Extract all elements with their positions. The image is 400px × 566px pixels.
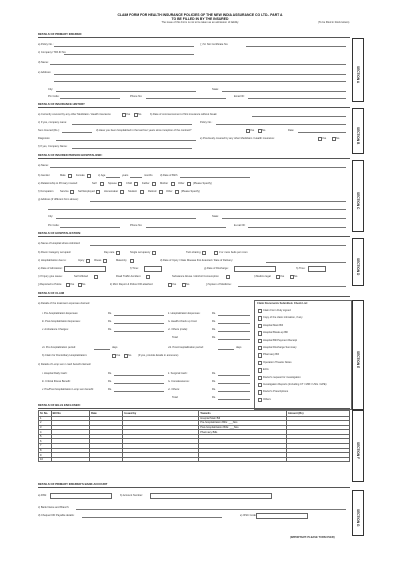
hosp-amount[interactable]	[218, 315, 250, 316]
room-daycare-label: Day care	[104, 251, 115, 254]
policy-field-b[interactable]	[216, 124, 346, 125]
pre-period-field[interactable]	[94, 349, 110, 350]
form-note: (To be filled in block letters)	[318, 21, 350, 24]
domiciliary-yes-label: Yes	[116, 354, 121, 357]
occ-service-checkbox[interactable]	[70, 190, 74, 194]
patient-name-field[interactable]	[50, 167, 346, 168]
table-cell	[199, 457, 287, 462]
previous-cover-yes-label: Yes	[322, 137, 327, 140]
patient-pin-field[interactable]	[60, 227, 120, 228]
pin-label: Pin Code:	[48, 95, 60, 98]
checklist-checkbox[interactable]	[258, 390, 262, 394]
total-rs: Rs.	[212, 336, 216, 339]
table-cell: Hospital Main Bill	[199, 416, 287, 421]
post-hosp-rs: Rs.	[108, 320, 112, 323]
bank-field[interactable]	[76, 509, 346, 510]
pre-hosp-amount[interactable]	[114, 315, 164, 316]
cert-no-label: ( ) Sl. No/ Certificate No:	[200, 43, 229, 46]
treatment-expenses-label: a) Details of the treatment expenses claimed	[38, 302, 90, 305]
rel-spouse-checkbox[interactable]	[118, 182, 122, 186]
discharge-date-field[interactable]	[234, 266, 276, 272]
checklist-item-label: Hospital Bill Payment Receipt	[263, 338, 298, 342]
occ-retired-checkbox[interactable]	[159, 190, 163, 194]
room-three-label: 3 or more beds per room	[219, 251, 248, 254]
medico-legal-yes-label: Yes	[280, 275, 285, 278]
health-check-amount[interactable]	[218, 323, 250, 324]
section-e-tag: SECTION E	[352, 300, 364, 410]
hosp-rs: Rs.	[212, 312, 216, 315]
checklist-checkbox[interactable]	[258, 309, 262, 313]
pre-hosp-rs: Rs.	[108, 312, 112, 315]
diagnosis-label: Diagnosis:	[38, 137, 51, 140]
bills-table-body	[39, 416, 350, 462]
post-period-days: days	[236, 346, 242, 349]
cheque-label: d) Cheque/ DD Payable details:	[38, 514, 75, 517]
section-d-tag: SECTION D	[352, 238, 364, 286]
reason-injury-label: Injury	[78, 259, 85, 262]
form-title: CLAIM FORM FOR HEALTH INSURANCE POLICIES OF THE NEW INDIA ASSURANCE CO LTD– PART A	[117, 13, 283, 17]
cause-substance-checkbox[interactable]	[226, 275, 230, 279]
section-e-title: DETAILS OF CLAIM	[38, 291, 350, 297]
bills-col-slno: Sl. No.	[39, 411, 52, 417]
checklist-item-label: Hospital Break-up Bill	[263, 331, 288, 335]
sum-insured-field[interactable]	[62, 132, 92, 133]
table-cell: 2	[39, 421, 52, 426]
table-cell[interactable]	[51, 457, 90, 462]
rel-self-label: Self	[92, 182, 97, 185]
bills-table	[38, 410, 350, 462]
current-cover-label: a) Currently covered by any other Mediclaim / Health insurance:	[38, 113, 112, 116]
rel-self-checkbox[interactable]	[100, 182, 104, 186]
surgical-label: ii. Surgical Cash:	[168, 372, 188, 375]
conval-rs: Rs.	[212, 380, 216, 383]
reason-maternity-checkbox[interactable]	[130, 259, 134, 263]
checklist-item-label: Operation Theatre Notes	[263, 360, 292, 364]
cause-rta-label: Road Traffic Accident	[116, 275, 141, 278]
domiciliary-no-label: No	[128, 354, 132, 357]
room-twin-label: Twin sharing	[186, 251, 201, 254]
patient-address-field-1[interactable]	[90, 201, 346, 202]
turn-over-note: (IMPORTANT: PLEASE TURN OVER)	[290, 536, 335, 539]
rel-mother-label: Mother	[160, 182, 169, 185]
checklist-item-label: Claim Form Duly signed	[263, 309, 291, 312]
total2-label: Total:	[172, 396, 179, 399]
occ-student-checkbox[interactable]	[140, 190, 144, 194]
address-field-2[interactable]	[54, 81, 346, 82]
checklist-item-label: ECG	[263, 368, 269, 372]
room-three-checkbox[interactable]	[214, 251, 218, 255]
relationship-label: e) Relationship to Primary insured:	[38, 182, 78, 185]
table-cell: 1	[39, 416, 52, 421]
checklist-checkbox[interactable]	[258, 346, 262, 350]
reason-illness-checkbox[interactable]	[103, 259, 107, 263]
bills-col-billno: Bill No	[51, 411, 90, 417]
checklist-item-label: Doctor's Prescriptions	[263, 390, 289, 394]
pan-label: a) PAN:	[38, 494, 47, 497]
policy-no-field[interactable]	[54, 46, 194, 47]
checklist-item-label: Copy of the claim intimation, if any	[263, 316, 303, 320]
previous-cover-no-label: No	[336, 137, 340, 140]
hospital-name-label: a) Name of Hospital where Admitted:	[38, 242, 81, 245]
hospital-name-field[interactable]	[90, 245, 346, 246]
rel-child-label: Child	[126, 182, 132, 185]
critical-rs: Rs.	[108, 380, 112, 383]
table-cell: 4	[39, 430, 52, 435]
health-check-rs: Rs.	[212, 320, 216, 323]
reason-illness-label: Illness	[94, 259, 102, 262]
dob-label: d) Date of Birth	[160, 174, 178, 177]
hospitalized-no-label: No	[262, 129, 266, 132]
pre-hosp-label: i. Pre-hospitalization Expenses:	[42, 312, 79, 315]
mlc-no-label: No	[186, 283, 190, 286]
rel-father-label: Father	[142, 182, 150, 185]
section-b-tag: SECTION B	[352, 108, 364, 154]
checklist-item-label: Doctor's request for investigation	[263, 375, 301, 379]
checklist-checkbox[interactable]	[258, 383, 262, 387]
prev-company-label: f) If yes, Company Name:	[38, 145, 68, 148]
hosp-label: ii. Hospitalization Expenses:	[168, 312, 201, 315]
medico-legal-no-label: No	[294, 275, 298, 278]
critical-label: iii. Critical Illness Benefit:	[42, 380, 71, 383]
form-subtitle: The issue of this Form is not to be taken as an admission of liability	[161, 21, 239, 24]
previous-cover-label: e) Previously covered by any other Mediclaim / Health insurance:	[200, 137, 275, 140]
others-code-amount[interactable]	[218, 331, 250, 332]
system-medicine-field[interactable]	[238, 286, 346, 287]
admission-date-field[interactable]	[64, 266, 106, 272]
total2-rs: Rs.	[212, 396, 216, 399]
state-field[interactable]	[222, 91, 346, 92]
city-label: City:	[48, 88, 54, 91]
checklist-item-label: Hospital Main Bill	[263, 323, 283, 327]
table-cell[interactable]	[90, 457, 123, 462]
section-a-title: DETAILS OF PRIMARY INSURED:	[38, 32, 350, 38]
name-label: d) Name:	[38, 61, 49, 64]
dob-field[interactable]	[180, 177, 250, 178]
occ-student-label: Student	[128, 190, 137, 193]
city-field[interactable]	[56, 91, 196, 92]
checklist-item-label: Others	[263, 397, 271, 401]
occ-homemaker-checkbox[interactable]	[120, 190, 124, 194]
admission-label: e) Date of Admission:	[38, 267, 63, 270]
ambulance-amount[interactable]	[114, 331, 164, 332]
age-months-label: months	[144, 174, 153, 177]
account-label: b) Account Number:	[120, 494, 143, 497]
room-single-checkbox[interactable]	[152, 251, 156, 255]
checklist-item-label: Pharmacy Bill	[263, 353, 279, 357]
commencement-label: b) Date of commencement of first insurance without break:	[150, 113, 218, 116]
occ-other-label: Other	[166, 190, 173, 193]
section-c-title: DETAILS OF INSURED PERSON HOSPITALIZED:	[38, 153, 350, 159]
daily-cash-label: i. Hospital Daily Cash:	[42, 372, 68, 375]
table-cell: 10	[39, 457, 52, 462]
cause-self-checkbox[interactable]	[94, 275, 98, 279]
table-cell[interactable]	[123, 457, 199, 462]
cause-rta-checkbox[interactable]	[146, 275, 150, 279]
table-cell: Post-hospitalization Bills: ___Nos	[199, 425, 287, 430]
reason-injury-checkbox[interactable]	[86, 259, 90, 263]
date-field-b[interactable]	[298, 132, 346, 133]
patient-phone-label: Phone No:	[130, 224, 143, 227]
checklist-checkbox[interactable]	[258, 339, 262, 343]
daily-cash-amount[interactable]	[114, 375, 164, 376]
police-no-label: No	[82, 283, 86, 286]
pin-field[interactable]	[60, 98, 120, 99]
table-cell: 7	[39, 444, 52, 449]
post-period-label: viii. Post-hospitalization period:	[168, 346, 204, 349]
post-period-field[interactable]	[218, 349, 234, 350]
rel-specify-label: (Please Specify)	[193, 182, 212, 185]
checklist-item-label: Investigation Reports (Including CT / MRI / USG / HPE)	[263, 383, 327, 386]
pre-period-label: vii. Pre-hospitalization period:	[42, 346, 76, 349]
table-cell: Pharmacy Bills	[199, 430, 287, 435]
section-b-title: DETAILS OF INSURANCE HISTORY	[38, 102, 350, 108]
patient-address-field-2[interactable]	[48, 209, 346, 210]
cert-no-field[interactable]	[246, 46, 346, 47]
account-field[interactable]	[150, 493, 272, 499]
health-check-label: iv. Health-Check up Cost:	[168, 320, 198, 323]
admission-time-field[interactable]	[144, 266, 162, 272]
gender-male-checkbox[interactable]	[68, 174, 72, 178]
section-f-tag: SECTION F	[352, 410, 364, 482]
state-label: State:	[212, 88, 219, 91]
age-years-label: years	[122, 174, 129, 177]
rel-other-checkbox[interactable]	[187, 182, 191, 186]
room-label: b) Room Category occupied:	[38, 251, 72, 254]
critical-amount[interactable]	[114, 383, 164, 384]
ifsc-label: e) IFSC Code:	[240, 514, 257, 517]
checklist-checkbox[interactable]	[258, 353, 262, 357]
email-field[interactable]	[248, 98, 346, 99]
table-cell: 5	[39, 434, 52, 439]
pre-period-days: days	[112, 346, 118, 349]
room-daycare-checkbox[interactable]	[116, 251, 120, 255]
address-field-1[interactable]	[54, 74, 346, 75]
others2-amount[interactable]	[218, 391, 250, 392]
patient-city-field[interactable]	[56, 218, 196, 219]
others-code-rs: Rs.	[212, 328, 216, 331]
patient-email-field[interactable]	[248, 227, 346, 228]
patient-address-label: g) Address (if different from above):	[38, 198, 79, 201]
address-label: e) Address:	[38, 71, 52, 74]
policy-label-b: Policy No.:	[200, 121, 213, 124]
checklist-title: Claim Documents Submitted- Check List:	[257, 302, 308, 305]
room-twin-checkbox[interactable]	[202, 251, 206, 255]
section-c-tag: SECTION C	[352, 160, 364, 232]
diagnosis-field[interactable]	[56, 140, 196, 141]
rel-spouse-label: Spouse	[108, 182, 117, 185]
bank-label: c) Bank Name and Branch:	[38, 506, 70, 509]
patient-state-field[interactable]	[222, 218, 346, 219]
mlc-label: ii) MLC Report & Police FIR attached	[110, 283, 153, 286]
pan-field[interactable]	[50, 493, 112, 499]
bills-col-amount: Amount (Rs)	[286, 411, 349, 417]
bills-col-date: Date	[90, 411, 123, 417]
patient-phone-field[interactable]	[146, 227, 226, 228]
age-label: c) Age	[98, 174, 106, 177]
company-name-field[interactable]	[72, 124, 192, 125]
domiciliary-label: b) Claim for Domiciliary Hospitalization:	[42, 354, 88, 357]
patient-state-label: State:	[212, 215, 219, 218]
table-cell: Pre-hospitalization Bills: ___Nos	[199, 421, 287, 426]
medico-legal-label: i) Medico legal	[254, 275, 271, 278]
bills-col-towards: Towards	[199, 411, 287, 417]
patient-email-label: E-mail ID:	[234, 224, 246, 227]
table-cell[interactable]	[286, 457, 349, 462]
total-label: Total:	[172, 336, 179, 339]
discharge-time-field[interactable]	[308, 266, 326, 272]
checklist-checkbox[interactable]	[258, 361, 262, 365]
gender-label: b) Gender	[38, 174, 50, 177]
table-cell: 3	[39, 425, 52, 430]
room-single-label: Single occupancy	[130, 251, 151, 254]
section-d-title: DETAILS OF HOSPITALIZATION:	[38, 231, 350, 237]
rel-mother-checkbox[interactable]	[171, 182, 175, 186]
domiciliary-note: (If yes, provide details in annexure)	[138, 354, 179, 357]
conval-amount[interactable]	[218, 383, 250, 384]
policy-no-label: a) Policy No.:	[38, 43, 54, 46]
reason-maternity-label: Maternity	[116, 259, 127, 262]
section-g-title: DETAILS OF PRIMARY INSURED'S BANK ACCOUNT	[38, 482, 350, 488]
checklist-checkbox[interactable]	[258, 376, 262, 380]
prepost-lump-rs: Rs.	[108, 388, 112, 391]
gender-female-checkbox[interactable]	[87, 174, 91, 178]
post-hosp-label: iii. Post-hospitalization Expenses:	[42, 320, 81, 323]
checklist-item-label: Hospital Discharge Summary	[263, 346, 297, 349]
phone-field[interactable]	[146, 98, 226, 99]
ambulance-rs: Rs.	[108, 328, 112, 331]
sum-insured-label: Sum Insured (Rs.):	[38, 129, 60, 132]
discharge-label: g) Date of Discharge:	[204, 267, 229, 270]
phone-label: Phone No:	[130, 95, 143, 98]
lumpsum-label: c) Details of Lump sum / cash benefit claimed:	[38, 363, 92, 366]
company-field[interactable]	[64, 54, 194, 55]
prev-company-field[interactable]	[72, 148, 192, 149]
age-years-field[interactable]	[106, 177, 120, 178]
occ-other-checkbox[interactable]	[175, 190, 179, 194]
age-months-field[interactable]	[130, 177, 142, 178]
daily-cash-rs: Rs.	[108, 372, 112, 375]
table-cell: 6	[39, 439, 52, 444]
conval-label: iv. Convalescence:	[168, 380, 190, 383]
company-name-label: c) If yes, company name:	[38, 121, 67, 124]
others2-rs: Rs.	[212, 388, 216, 391]
section-a-tag: SECTION A	[352, 38, 364, 102]
hospitalized-yes-label: Yes	[250, 129, 255, 132]
reported-police-label: j) Reported to Police	[38, 283, 62, 286]
rel-child-checkbox[interactable]	[134, 182, 138, 186]
commencement-field[interactable]	[252, 116, 346, 117]
surgical-rs: Rs.	[212, 372, 216, 375]
cause-self-label: Self inflicted	[74, 275, 88, 278]
cause-substance-label: Substance Abuse / Alcohol Consumption	[172, 275, 219, 278]
occ-self-checkbox[interactable]	[96, 190, 100, 194]
gender-female-label: Female	[76, 174, 85, 177]
system-medicine-label: j) System of Medicine:	[206, 283, 232, 286]
date-label-b: Date:	[288, 129, 295, 132]
checklist-checkbox[interactable]	[258, 368, 262, 372]
mlc-yes-label: Yes	[172, 283, 177, 286]
patient-pin-label: Pin Code:	[48, 224, 60, 227]
surgical-amount[interactable]	[218, 375, 250, 376]
prepost-lump-amount[interactable]	[114, 391, 164, 392]
bills-col-issued: Issued by	[123, 411, 199, 417]
ifsc-field[interactable]	[256, 513, 308, 519]
email-label: Email ID:	[234, 95, 245, 98]
current-cover-yes-label: Yes	[126, 113, 131, 116]
occupation-label: f) Occupation	[38, 190, 54, 193]
occ-specify-label: (Please Specify)	[181, 190, 200, 193]
section-g-tag: SECTION G	[352, 490, 364, 536]
injury-date-field[interactable]	[266, 262, 346, 263]
occ-retired-label: Retired	[148, 190, 157, 193]
rel-other-label: Other	[178, 182, 185, 185]
total2-amount[interactable]	[218, 399, 250, 400]
police-yes-label: Yes	[70, 283, 75, 286]
injury-cause-label: i) If Injury give cause:	[38, 275, 63, 278]
table-row	[39, 457, 350, 462]
current-cover-no-label: No	[138, 113, 142, 116]
total-amount[interactable]	[218, 339, 250, 340]
rel-father-checkbox[interactable]	[152, 182, 156, 186]
admission-time-label: f) Time:	[130, 267, 139, 270]
injury-date-label: d) Date of Injury / Date Disease first detected / Date of Delivery:	[160, 259, 234, 262]
checklist-checkbox[interactable]	[258, 331, 262, 335]
reason-label: c) Hospitalization due to:	[38, 259, 67, 262]
hospitalized-q-label: d) Have you been hospitalized in the last four years since inception of the contract?	[96, 129, 192, 132]
patient-city-label: City:	[48, 215, 54, 218]
post-hosp-amount[interactable]	[114, 323, 164, 324]
table-cell: 8	[39, 448, 52, 453]
others2-label: vi. Others:	[168, 388, 180, 391]
occ-self-label: Self Employed	[78, 190, 95, 193]
occ-homemaker-label: Homemaker	[104, 190, 119, 193]
discharge-time-label: h) Time:	[296, 267, 306, 270]
form-title-line2: TO BE FILLED IN BY THE INSURED	[171, 17, 229, 21]
company-label: c) Company/ TPA ID No:	[38, 51, 67, 54]
occ-service-label: Service	[60, 190, 69, 193]
prepost-lump-label: v. Pre/Post hospitalization Lump sum benefit:	[42, 388, 94, 391]
gender-male-label: Male	[60, 174, 66, 177]
table-cell: 9	[39, 453, 52, 458]
ambulance-label: v. Ambulance Charges:	[42, 328, 69, 331]
checklist-checkbox[interactable]	[258, 316, 262, 320]
checklist-checkbox[interactable]	[258, 398, 262, 402]
patient-name-label: a) Name:	[38, 164, 49, 167]
cheque-field[interactable]	[82, 517, 222, 518]
others-code-label: vi. Others (code):	[168, 328, 188, 331]
section-f-title: DETAILS OF BILLS ENCLOSED:	[38, 403, 350, 409]
name-field[interactable]	[50, 64, 346, 65]
checklist-checkbox[interactable]	[258, 324, 262, 328]
